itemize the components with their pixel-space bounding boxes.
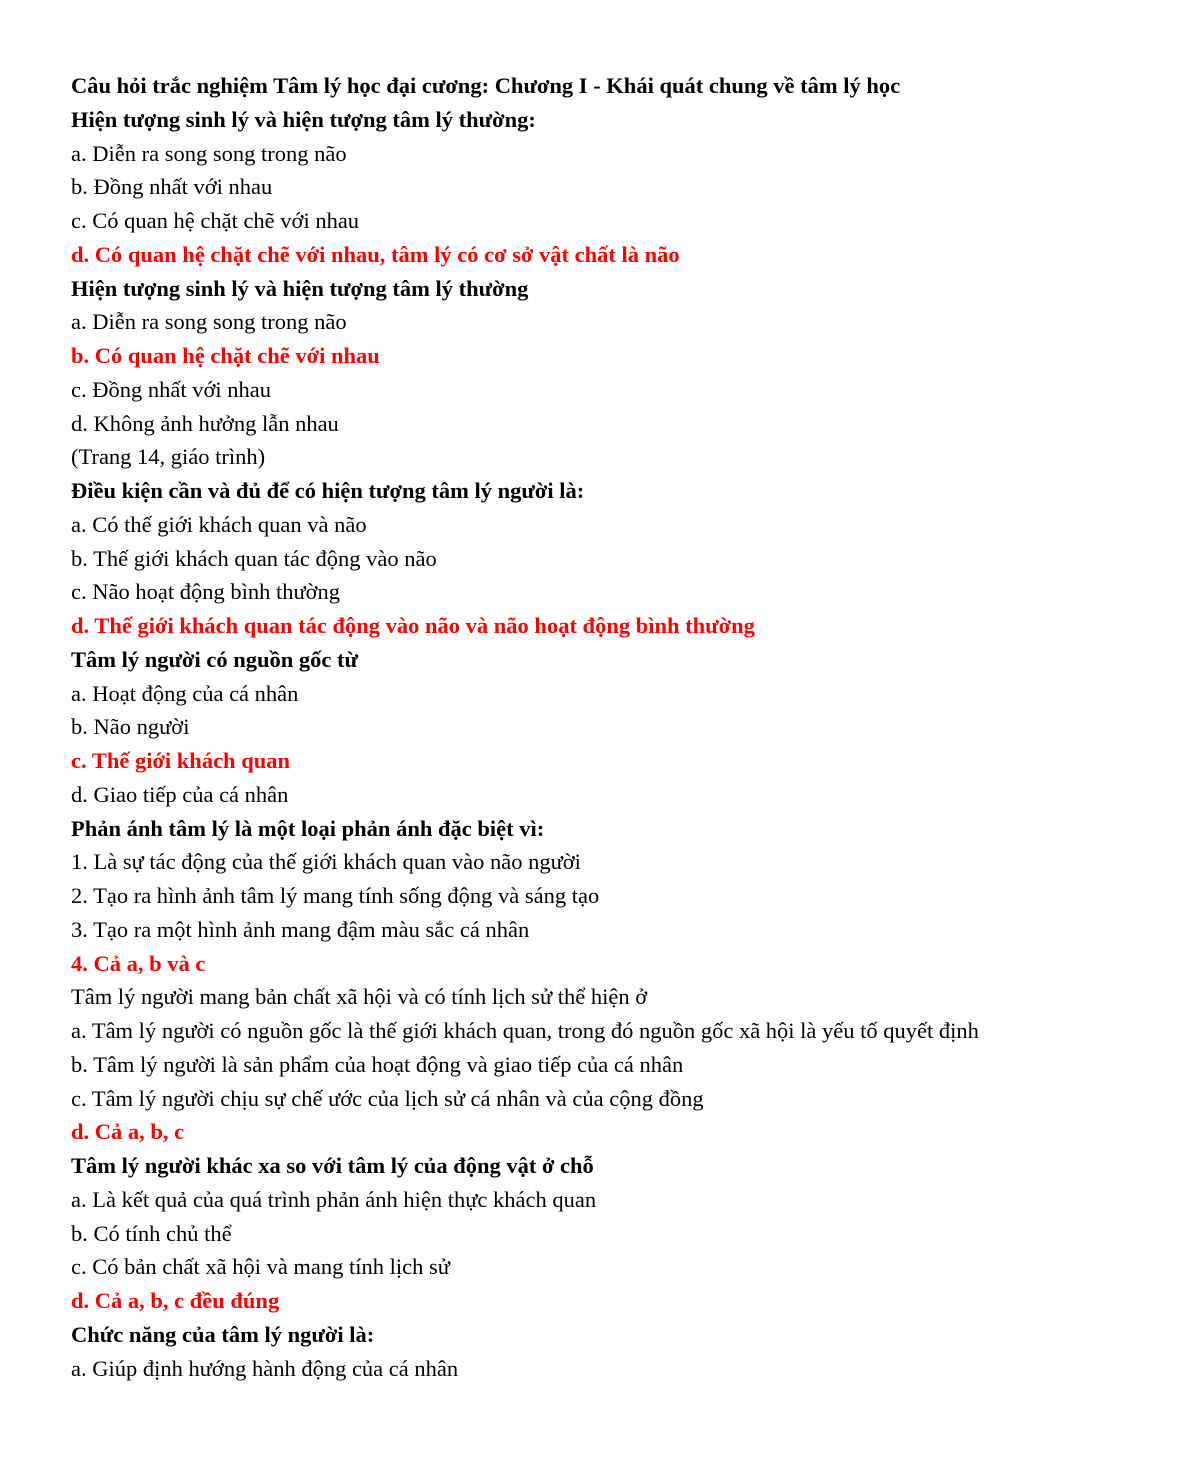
option-1d-correct: d. Có quan hệ chặt chẽ với nhau, tâm lý có cơ sở vật chất là não bbox=[71, 241, 680, 267]
option-6a: a. Tâm lý người có nguồn gốc là thế giới khách quan, trong đó nguồn gốc xã hội là yếu tố quyết định bbox=[71, 1018, 979, 1043]
question-2: Hiện tượng sinh lý và hiện tượng tâm lý thường bbox=[71, 275, 529, 301]
option-5-1: 1. Là sự tác động của thế giới khách quan vào não người bbox=[71, 849, 581, 875]
question-7: Tâm lý người khác xa so với tâm lý của động vật ở chỗ bbox=[71, 1153, 594, 1178]
option-3d-correct: d. Thế giới khách quan tác động vào não và não hoạt động bình thường bbox=[71, 613, 755, 638]
option-4d: d. Giao tiếp của cá nhân bbox=[71, 781, 289, 807]
option-4a: a. Hoạt động của cá nhân bbox=[71, 680, 299, 706]
option-5-4-correct: 4. Cả a, b và c bbox=[71, 950, 206, 976]
option-7b: b. Có tính chủ thể bbox=[71, 1220, 232, 1246]
option-6c: c. Tâm lý người chịu sự chế ước của lịch sử cá nhân và của cộng đồng bbox=[71, 1085, 704, 1111]
question-4: Tâm lý người có nguồn gốc từ bbox=[71, 646, 358, 672]
option-2b-correct: b. Có quan hệ chặt chẽ với nhau bbox=[71, 343, 380, 368]
question-1: Hiện tượng sinh lý và hiện tượng tâm lý thường: bbox=[71, 106, 536, 132]
option-1b: b. Đồng nhất với nhau bbox=[71, 174, 273, 200]
option-7a: a. Là kết quả của quá trình phản ánh hiện thực khách quan bbox=[71, 1186, 597, 1212]
question-5: Phản ánh tâm lý là một loại phản ánh đặc biệt vì: bbox=[71, 815, 545, 841]
question-3: Điều kiện cần và đủ để có hiện tượng tâm lý người là: bbox=[71, 478, 585, 503]
option-7d-correct: d. Cả a, b, c đều đúng bbox=[71, 1288, 280, 1313]
question-8: Chức năng của tâm lý người là: bbox=[71, 1321, 375, 1347]
option-3a: a. Có thế giới khách quan và não bbox=[71, 511, 367, 537]
option-1a: a. Diễn ra song song trong não bbox=[71, 140, 347, 166]
document-title: Câu hỏi trắc nghiệm Tâm lý học đại cương: Chương I - Khái quát chung về tâm lý học bbox=[71, 73, 901, 98]
question-2-note: (Trang 14, giáo trình) bbox=[71, 444, 266, 470]
option-5-3: 3. Tạo ra một hình ảnh mang đậm màu sắc cá nhân bbox=[71, 916, 530, 942]
option-4b: b. Não người bbox=[71, 714, 190, 740]
option-4c-correct: c. Thế giới khách quan bbox=[71, 748, 290, 773]
option-2d: d. Không ảnh hưởng lẫn nhau bbox=[71, 410, 339, 436]
document-page bbox=[71, 69, 1181, 1385]
option-2c: c. Đồng nhất với nhau bbox=[71, 376, 271, 402]
option-1c: c. Có quan hệ chặt chẽ với nhau bbox=[71, 208, 360, 233]
option-6b: b. Tâm lý người là sản phẩm của hoạt động và giao tiếp của cá nhân bbox=[71, 1051, 684, 1077]
option-7c: c. Có bản chất xã hội và mang tính lịch sử bbox=[71, 1254, 450, 1280]
option-2a: a. Diễn ra song song trong não bbox=[71, 309, 347, 335]
question-6: Tâm lý người mang bản chất xã hội và có tính lịch sử thể hiện ở bbox=[71, 984, 648, 1010]
option-5-2: 2. Tạo ra hình ảnh tâm lý mang tính sống động và sáng tạo bbox=[71, 883, 600, 908]
option-6d-correct: d. Cả a, b, c bbox=[71, 1119, 185, 1145]
option-8a: a. Giúp định hướng hành động của cá nhân bbox=[71, 1355, 459, 1381]
option-3b: b. Thế giới khách quan tác động vào não bbox=[71, 545, 437, 571]
option-3c: c. Não hoạt động bình thường bbox=[71, 579, 341, 605]
